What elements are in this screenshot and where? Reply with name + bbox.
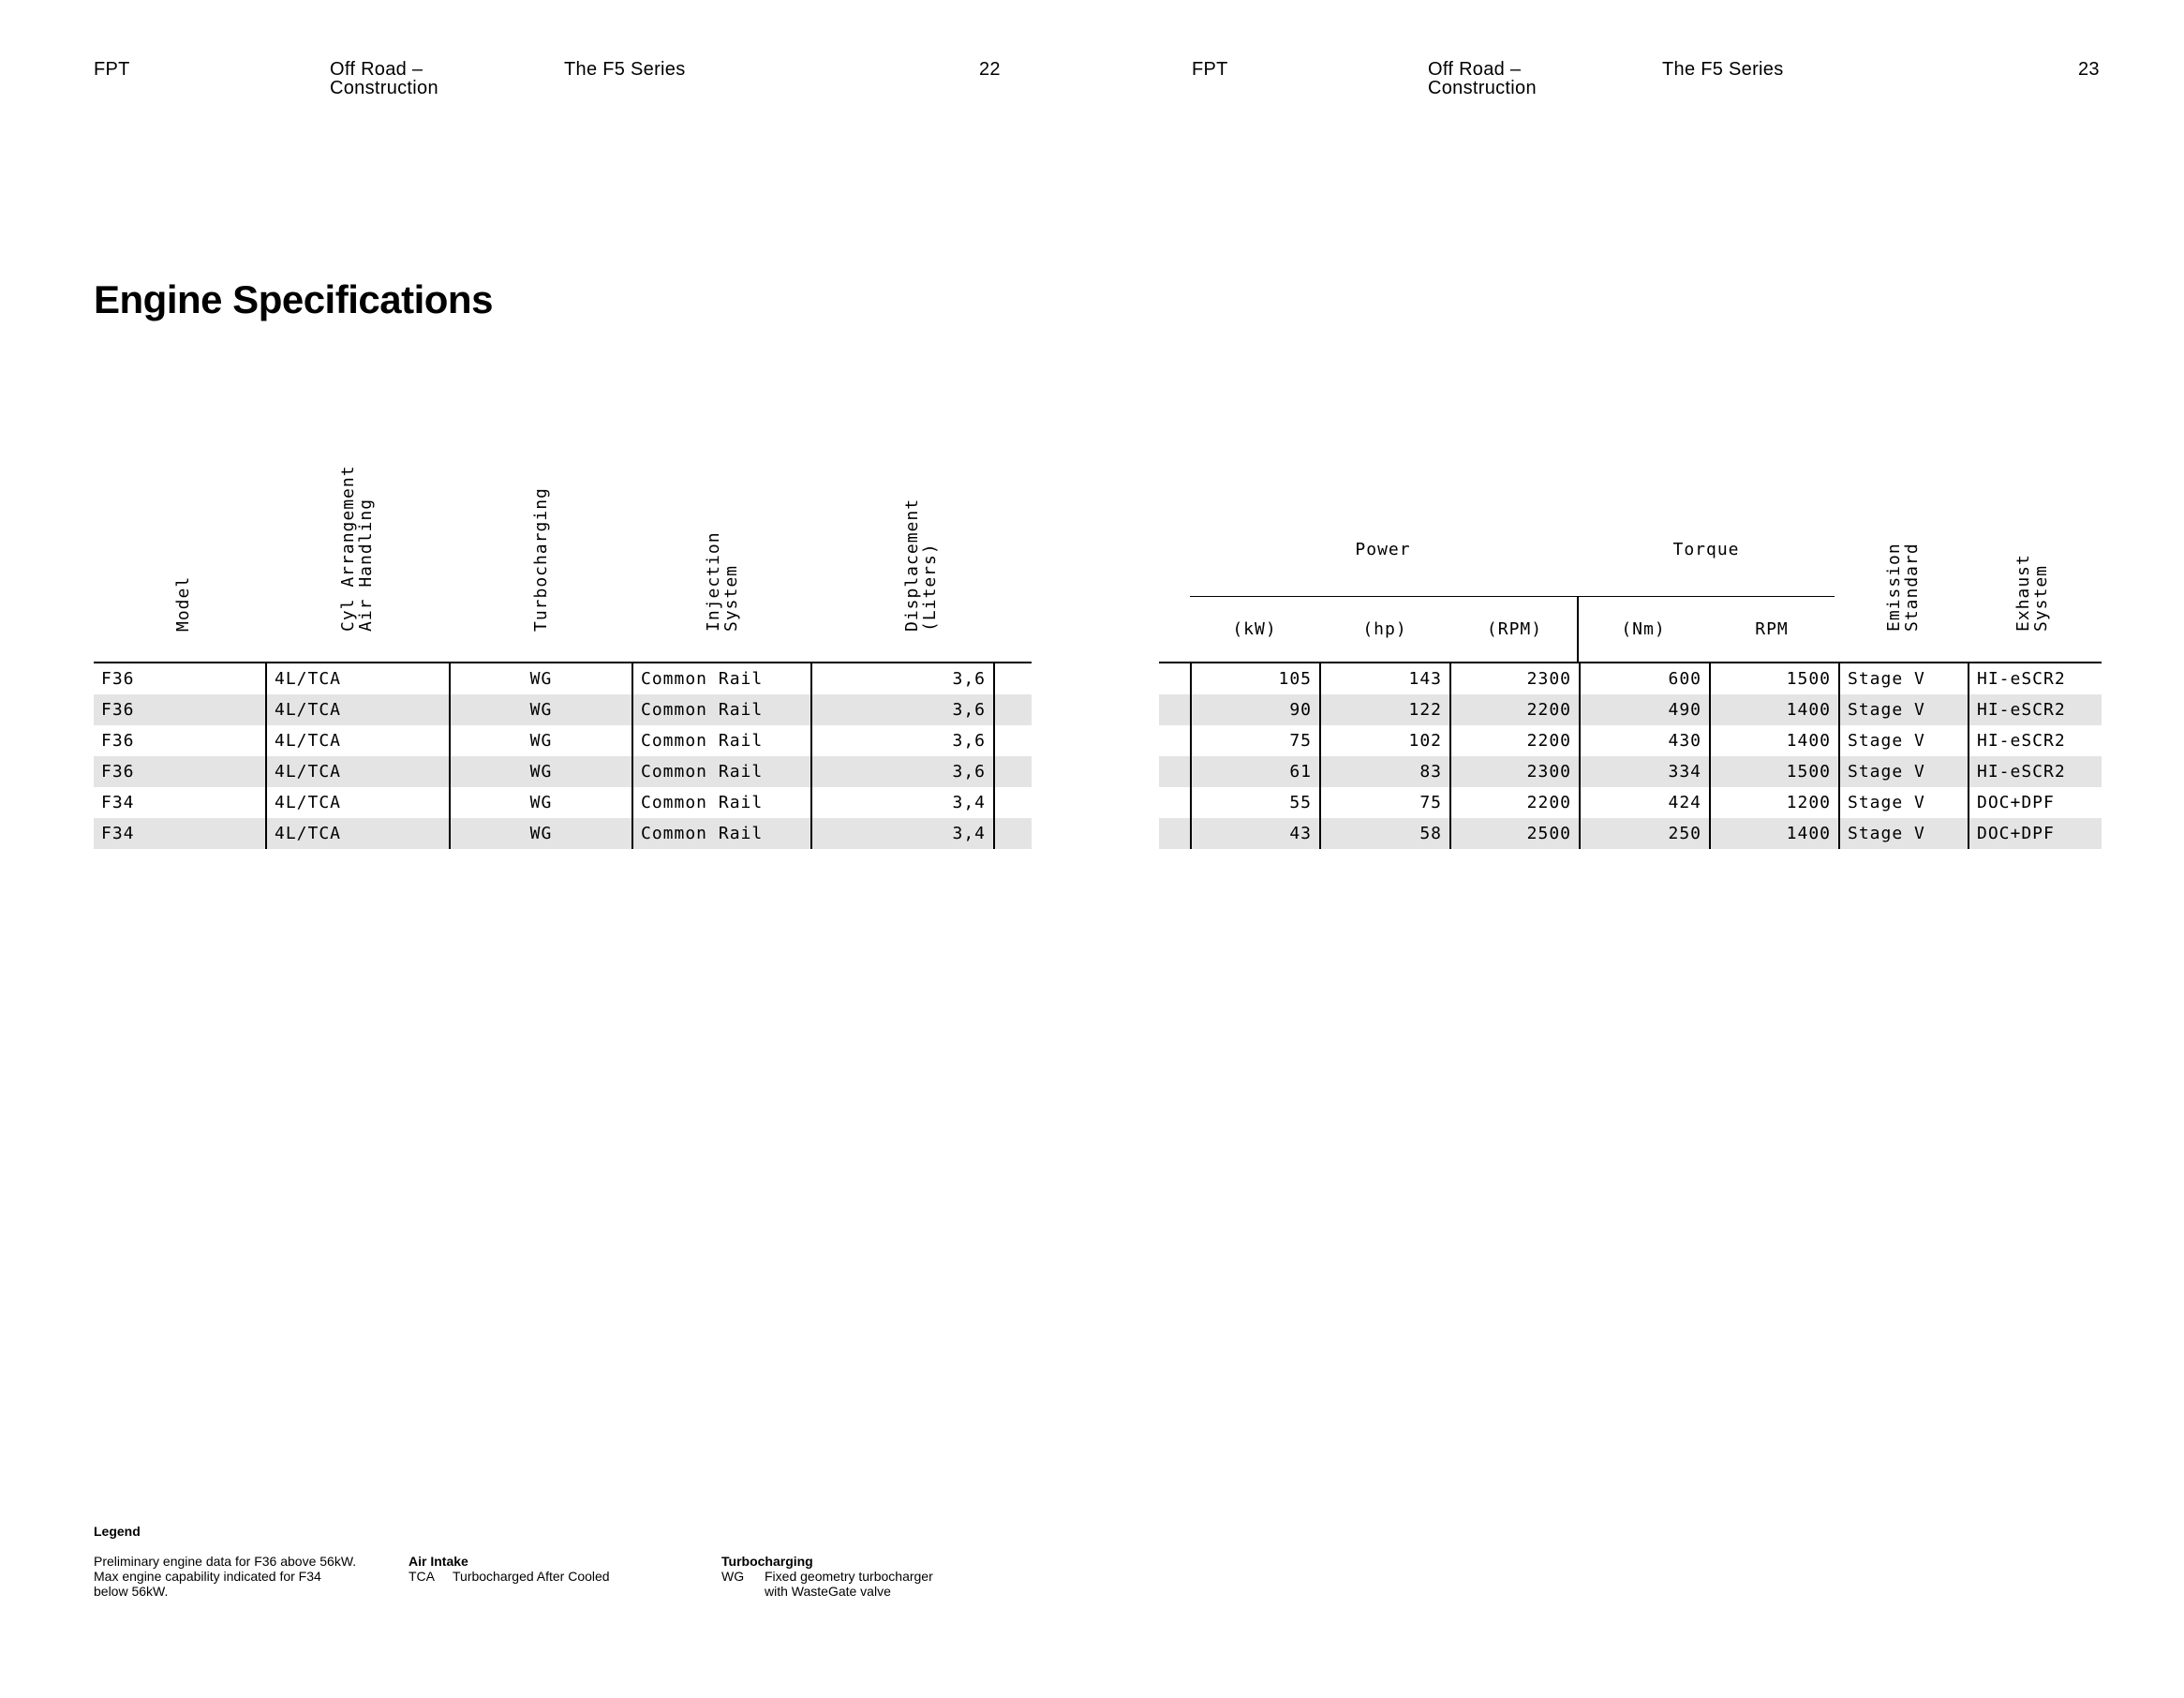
right-spec-table bbox=[1159, 663, 2102, 849]
row-end-cell bbox=[994, 663, 1032, 694]
col-header-power-rpm: (RPM) bbox=[1486, 619, 1543, 639]
cell-cyl-arrangement: 4L/TCA bbox=[266, 818, 450, 849]
cell-turbocharging: WG bbox=[450, 663, 632, 694]
cell-model: F36 bbox=[101, 669, 135, 689]
cell-power-rpm: 2200 bbox=[1450, 725, 1580, 756]
page-number-left: 22 bbox=[979, 59, 1001, 80]
cell-torque-rpm: 1200 bbox=[1710, 787, 1839, 818]
row-end-cell bbox=[994, 818, 1032, 849]
cell-torque-rpm: 1400 bbox=[1710, 725, 1839, 756]
table-row bbox=[1159, 663, 2102, 694]
table-row bbox=[94, 663, 1032, 694]
row-end-cell bbox=[994, 725, 1032, 756]
cell-model: F36 bbox=[101, 731, 135, 751]
cell-power-hp: 102 bbox=[1320, 725, 1450, 756]
row-lead-cell bbox=[1159, 787, 1191, 818]
cell-power-kw: 55 bbox=[1191, 787, 1320, 818]
cell-displacement: 3,4 bbox=[811, 818, 994, 849]
cell-injection-system: Common Rail bbox=[632, 818, 811, 849]
cell-power-kw: 90 bbox=[1191, 694, 1320, 725]
cell-cyl-arrangement: 4L/TCA bbox=[266, 787, 450, 818]
cell-turbocharging: WG bbox=[450, 756, 632, 787]
cell-exhaust-system: DOC+DPF bbox=[1969, 787, 2102, 818]
cell-model: F34 bbox=[101, 793, 135, 812]
header-brand-left: FPT bbox=[94, 59, 130, 80]
cell-torque-rpm: 1500 bbox=[1710, 663, 1839, 694]
cell-torque-nm: 430 bbox=[1580, 725, 1710, 756]
col-header-model: Model bbox=[173, 575, 193, 632]
cell-emission-standard: Stage V bbox=[1839, 756, 1969, 787]
cell-torque-nm: 490 bbox=[1580, 694, 1710, 725]
col-header-emission-standard: Emission Standard bbox=[1884, 543, 1922, 632]
col-header-torque-rpm: RPM bbox=[1755, 619, 1789, 639]
row-lead-cell bbox=[1159, 694, 1191, 725]
legend-turbo-code: WG bbox=[721, 1569, 745, 1584]
col-header-kw: (kW) bbox=[1232, 619, 1277, 639]
table-row bbox=[1159, 787, 2102, 818]
left-spec-table bbox=[94, 663, 1032, 849]
group-header-power: Power bbox=[1355, 540, 1411, 559]
row-lead-cell bbox=[1159, 756, 1191, 787]
cell-power-rpm: 2200 bbox=[1450, 694, 1580, 725]
cell-injection-system: Common Rail bbox=[632, 787, 811, 818]
cell-injection-system: Common Rail bbox=[632, 694, 811, 725]
cell-power-rpm: 2500 bbox=[1450, 818, 1580, 849]
cell-model: F34 bbox=[94, 818, 266, 849]
group-header-torque: Torque bbox=[1672, 540, 1740, 559]
cell-power-kw: 105 bbox=[1191, 663, 1320, 694]
table-row bbox=[94, 787, 1032, 818]
cell-power-kw: 61 bbox=[1191, 756, 1320, 787]
cell-injection-system: Common Rail bbox=[632, 756, 811, 787]
page-title: Engine Specifications bbox=[94, 277, 493, 321]
table-row bbox=[94, 694, 1032, 725]
cell-cyl-arrangement: 4L/TCA bbox=[266, 725, 450, 756]
header-series-left: The F5 Series bbox=[564, 59, 686, 80]
cell-turbocharging: WG bbox=[450, 694, 632, 725]
cell-torque-nm: 424 bbox=[1580, 787, 1710, 818]
cell-model: F36 bbox=[94, 756, 266, 787]
row-end-cell bbox=[994, 787, 1032, 818]
cell-displacement: 3,6 bbox=[811, 694, 994, 725]
table-row bbox=[1159, 694, 2102, 725]
cell-torque-rpm: 1400 bbox=[1710, 694, 1839, 725]
col-header-displacement: Displacement (Liters) bbox=[902, 498, 940, 632]
cell-turbocharging: WG bbox=[450, 787, 632, 818]
row-lead-cell bbox=[1159, 725, 1191, 756]
cell-power-kw: 43 bbox=[1191, 818, 1320, 849]
cell-cyl-arrangement: 4L/TCA bbox=[266, 694, 450, 725]
cell-emission-standard: Stage V bbox=[1839, 787, 1969, 818]
cell-power-rpm: 2300 bbox=[1450, 663, 1580, 694]
header-series-right: The F5 Series bbox=[1662, 59, 1784, 80]
row-lead-cell bbox=[1159, 663, 1191, 694]
col-header-cyl-arrangement: Cyl Arrangement Air Handling bbox=[338, 465, 376, 632]
cell-power-hp: 83 bbox=[1320, 756, 1450, 787]
cell-power-rpm: 2200 bbox=[1450, 787, 1580, 818]
legend-air-intake-code: TCA bbox=[409, 1569, 435, 1584]
cell-emission-standard: Stage V bbox=[1839, 694, 1969, 725]
cell-torque-nm: 250 bbox=[1580, 818, 1710, 849]
cell-power-hp: 122 bbox=[1320, 694, 1450, 725]
cell-displacement: 3,6 bbox=[811, 756, 994, 787]
header-segment-left: Off Road – Construction bbox=[330, 59, 438, 98]
cell-torque-rpm: 1400 bbox=[1710, 818, 1839, 849]
col-header-nm: (Nm) bbox=[1621, 619, 1666, 639]
cell-power-hp: 143 bbox=[1320, 663, 1450, 694]
cell-turbocharging: WG bbox=[450, 725, 632, 756]
cell-power-kw: 75 bbox=[1191, 725, 1320, 756]
header-brand-right: FPT bbox=[1192, 59, 1228, 80]
header-segment-right: Off Road – Construction bbox=[1428, 59, 1537, 98]
legend-turbo-title: Turbocharging bbox=[721, 1554, 813, 1569]
col-header-turbocharging: Turbocharging bbox=[531, 487, 551, 632]
legend-air-intake-desc: Turbocharged After Cooled bbox=[453, 1569, 610, 1584]
cell-torque-nm: 334 bbox=[1580, 756, 1710, 787]
table-row bbox=[1159, 818, 2102, 849]
cell-turbocharging: WG bbox=[450, 818, 632, 849]
cell-power-rpm: 2300 bbox=[1450, 756, 1580, 787]
cell-exhaust-system: HI-eSCR2 bbox=[1969, 694, 2102, 725]
cell-displacement: 3,6 bbox=[811, 663, 994, 694]
cell-cyl-arrangement: 4L/TCA bbox=[266, 756, 450, 787]
table-row bbox=[94, 756, 1032, 787]
cell-displacement: 3,6 bbox=[811, 725, 994, 756]
cell-displacement: 3,4 bbox=[811, 787, 994, 818]
cell-model: F36 bbox=[94, 694, 266, 725]
col-header-injection-system: Injection System bbox=[704, 531, 741, 632]
table-row bbox=[1159, 725, 2102, 756]
cell-exhaust-system: DOC+DPF bbox=[1969, 818, 2102, 849]
row-end-cell bbox=[994, 756, 1032, 787]
row-end-cell bbox=[994, 694, 1032, 725]
legend-title: Legend bbox=[94, 1524, 141, 1539]
table-row bbox=[1159, 756, 2102, 787]
cell-power-hp: 75 bbox=[1320, 787, 1450, 818]
cell-torque-rpm: 1500 bbox=[1710, 756, 1839, 787]
legend-note: Preliminary engine data for F36 above 56kW. Max engine capability indicated for F34 below 56kW. bbox=[94, 1554, 357, 1599]
cell-exhaust-system: HI-eSCR2 bbox=[1969, 725, 2102, 756]
table-row bbox=[94, 818, 1032, 849]
col-header-hp: (hp) bbox=[1362, 619, 1407, 639]
cell-torque-nm: 600 bbox=[1580, 663, 1710, 694]
legend-air-intake-title: Air Intake bbox=[409, 1554, 468, 1569]
cell-power-hp: 58 bbox=[1320, 818, 1450, 849]
cell-emission-standard: Stage V bbox=[1839, 818, 1969, 849]
cell-emission-standard: Stage V bbox=[1839, 725, 1969, 756]
col-header-exhaust-system: Exhaust System bbox=[2013, 554, 2051, 632]
table-row bbox=[94, 725, 1032, 756]
page-number-right: 23 bbox=[2078, 59, 2100, 80]
group-header-rule bbox=[1190, 596, 1835, 597]
cell-injection-system: Common Rail bbox=[632, 663, 811, 694]
cell-cyl-arrangement: 4L/TCA bbox=[266, 663, 450, 694]
row-lead-cell bbox=[1159, 818, 1191, 849]
cell-exhaust-system: HI-eSCR2 bbox=[1969, 663, 2102, 694]
cell-exhaust-system: HI-eSCR2 bbox=[1969, 756, 2102, 787]
legend-turbo-desc: Fixed geometry turbocharger with WasteGate valve bbox=[765, 1569, 933, 1599]
cell-injection-system: Common Rail bbox=[632, 725, 811, 756]
cell-emission-standard: Stage V bbox=[1839, 663, 1969, 694]
